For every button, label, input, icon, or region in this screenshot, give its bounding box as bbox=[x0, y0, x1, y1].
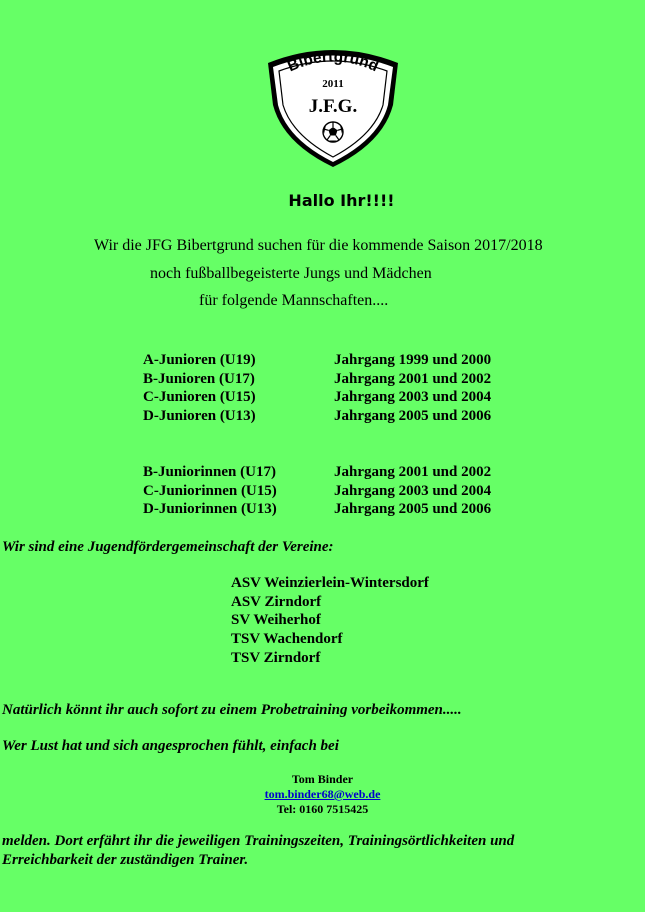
team-name: B-Junioren (U17) bbox=[143, 370, 255, 387]
team-years: Jahrgang 2005 und 2006 bbox=[334, 501, 492, 518]
contact-block bbox=[0, 772, 645, 817]
greeting: Hallo Ihr!!!! bbox=[288, 191, 395, 210]
contact-name: Tom Binder bbox=[291, 772, 354, 786]
club-item: ASV Zirndorf bbox=[231, 593, 322, 610]
closing-line: melden. Dort erfährt ihr die jeweiligen Trainingszeiten, Trainingsörtlichkeiten und bbox=[2, 833, 515, 849]
intro-line: Wir die JFG Bibertgrund suchen für die kommende Saison 2017/2018 bbox=[94, 237, 543, 254]
soccer-ball-icon bbox=[323, 122, 343, 142]
intro-line: für folgende Mannschaften.... bbox=[199, 292, 389, 309]
probetraining-text: Natürlich könnt ihr auch sofort zu einem Probetraining vorbeikommen..... bbox=[2, 702, 462, 718]
closing-text bbox=[2, 832, 514, 870]
contact-email-link[interactable]: tom.binder68@web.de bbox=[264, 787, 381, 801]
jfg-bibertgrund-logo bbox=[262, 43, 404, 170]
logo-year: 2011 bbox=[322, 78, 344, 90]
clubs-list bbox=[231, 574, 429, 667]
team-name: C-Juniorinnen (U15) bbox=[143, 482, 277, 499]
club-item: TSV Zirndorf bbox=[231, 649, 321, 666]
team-name: A-Junioren (U19) bbox=[143, 352, 256, 368]
contact-phone: Tel: 0160 7515425 bbox=[276, 802, 369, 816]
team-name: B-Juniorinnen (U17) bbox=[143, 464, 276, 480]
team-years: Jahrgang 1999 und 2000 bbox=[334, 352, 492, 368]
contact-intro: Wer Lust hat und sich angesprochen fühlt, einfach bei bbox=[2, 738, 339, 754]
intro-line: noch fußballbegeisterte Jungs und Mädchen bbox=[150, 265, 432, 282]
team-years: Jahrgang 2005 und 2006 bbox=[334, 408, 492, 425]
team-name: D-Juniorinnen (U13) bbox=[143, 501, 277, 518]
logo-name: Bibertgrund bbox=[285, 48, 381, 76]
club-item: ASV Weinzierlein-Wintersdorf bbox=[231, 575, 429, 591]
logo-initials: J.F.G. bbox=[308, 96, 358, 117]
team-name: D-Junioren (U13) bbox=[143, 408, 256, 425]
club-item: SV Weiherhof bbox=[231, 612, 321, 629]
team-name: C-Junioren (U15) bbox=[143, 389, 256, 406]
clubs-heading: Wir sind eine Jugendfördergemeinschaft der Vereine: bbox=[2, 539, 334, 555]
team-years: Jahrgang 2001 und 2002 bbox=[334, 464, 492, 480]
closing-line: Erreichbarkeit der zuständigen Trainer. bbox=[2, 852, 249, 868]
team-years: Jahrgang 2003 und 2004 bbox=[334, 389, 492, 406]
club-item: TSV Wachendorf bbox=[231, 631, 343, 648]
team-years: Jahrgang 2001 und 2002 bbox=[334, 370, 492, 387]
team-years: Jahrgang 2003 und 2004 bbox=[334, 482, 492, 499]
